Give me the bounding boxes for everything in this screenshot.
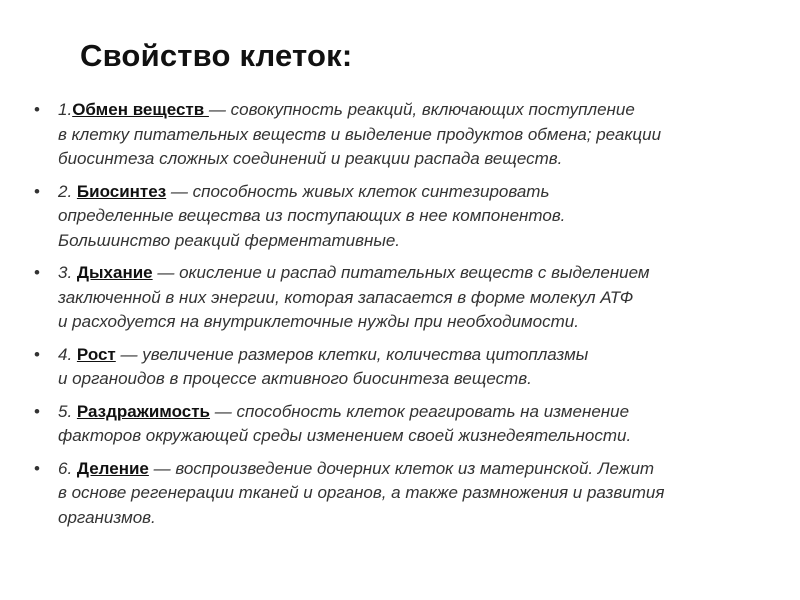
item-description: — увеличение размеров клетки, количества цитоплазмы	[115, 344, 589, 364]
list-item	[34, 261, 784, 335]
item-first-line	[58, 261, 784, 286]
item-description: — способность клеток реагировать на изменение	[210, 401, 630, 421]
item-number: 1.	[58, 100, 73, 119]
item-term: Дыхание	[76, 263, 153, 282]
bullet-icon: •	[34, 100, 40, 119]
item-description: — окисление и распад питательных веществ с выделением	[152, 263, 650, 282]
item-term: Рост	[76, 344, 116, 364]
item-description: — воспроизведение дочерних клеток из материнской. Лежит	[148, 458, 655, 478]
item-term: Деление	[76, 458, 149, 478]
item-description: факторов окружающей среды изменением своей жизнедеятельности.	[58, 426, 632, 445]
item-description: биосинтеза сложных соединений и реакции распада веществ.	[58, 149, 563, 168]
item-number: 4.	[58, 344, 77, 364]
item-description: заключенной в них энергии, которая запасается в форме молекул АТФ	[58, 287, 634, 307]
item-description: в клетку питательных веществ и выделение продуктов обмена; реакции	[58, 124, 662, 144]
item-first-line	[58, 180, 784, 205]
item-number: 5.	[58, 401, 77, 421]
item-number: 3.	[58, 263, 77, 282]
bullet-icon: •	[34, 263, 40, 282]
bullet-icon: •	[34, 401, 40, 421]
item-first-line	[58, 343, 784, 368]
item-description: и органоидов в процессе активного биосинтеза веществ.	[58, 369, 532, 388]
item-first-line	[58, 457, 784, 482]
item-description: Большинство реакций ферментативные.	[58, 230, 401, 250]
list-item	[34, 343, 784, 392]
item-first-line	[58, 400, 784, 425]
list-item	[34, 180, 784, 254]
item-term: Раздражимость	[76, 401, 211, 421]
item-description: — способность живых клеток синтезировать	[166, 181, 550, 201]
list-item	[34, 457, 784, 531]
item-description: — совокупность реакций, включающих поступление	[208, 100, 635, 119]
slide-title: Свойство клеток:	[80, 38, 353, 73]
list-item	[34, 98, 784, 172]
bullet-icon: •	[34, 458, 40, 478]
list-item	[34, 400, 784, 449]
item-number: 2.	[58, 181, 77, 201]
item-description: определенные вещества из поступающих в нее компонентов.	[58, 206, 566, 225]
item-term: Биосинтез	[76, 181, 167, 201]
item-description: в основе регенерации тканей и органов, а также размножения и развития	[58, 483, 665, 502]
item-first-line	[58, 98, 784, 123]
item-description: организмов.	[58, 507, 156, 527]
item-term: Обмен веществ	[72, 100, 209, 119]
bullet-icon: •	[34, 344, 40, 364]
item-description: и расходуется на внутриклеточные нужды при необходимости.	[58, 312, 579, 331]
item-number: 6.	[58, 458, 77, 478]
bullet-icon: •	[34, 181, 40, 201]
properties-list	[34, 98, 784, 538]
